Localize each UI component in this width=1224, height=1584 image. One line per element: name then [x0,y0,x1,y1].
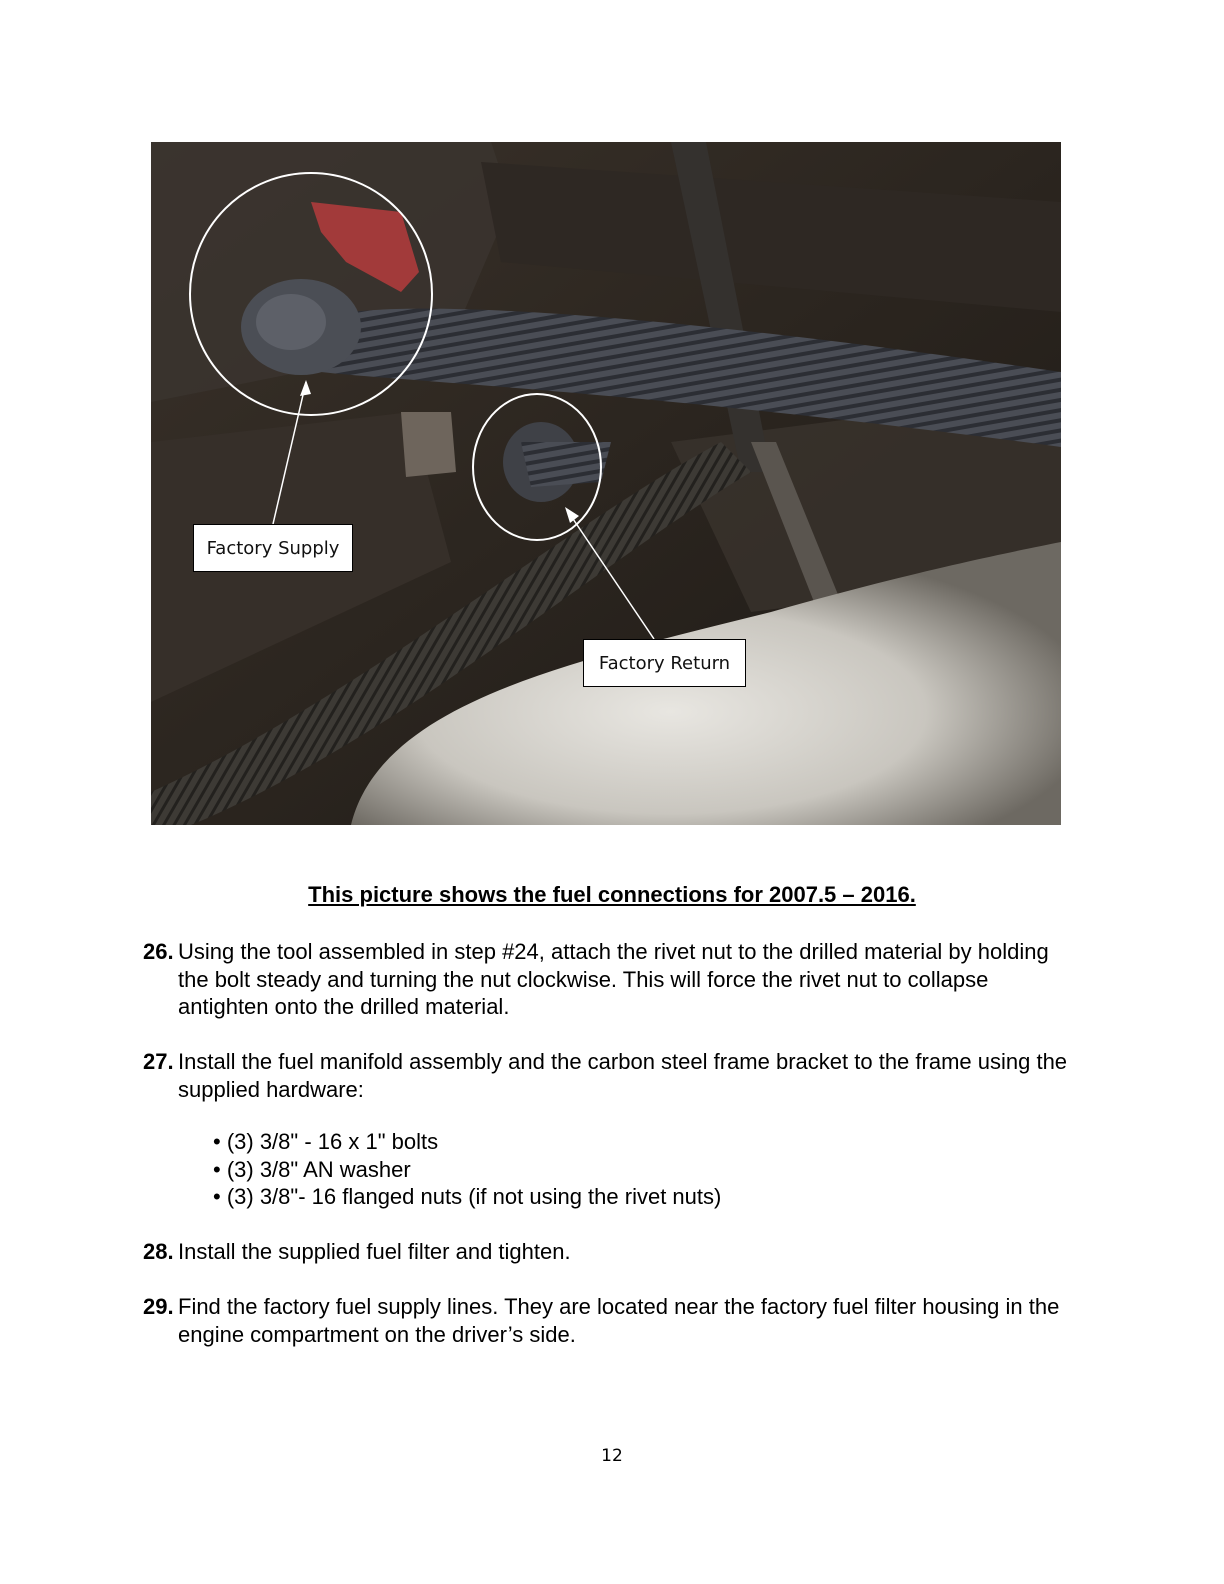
hardware-list [213,1128,721,1211]
step-number: 27. [143,1049,174,1074]
factory-return-label: Factory Return [583,639,746,687]
list-item: • (3) 3/8"- 16 flanged nuts (if not using the rivet nuts) [213,1184,722,1209]
step-number: 26. [143,939,174,964]
step-27 [143,1048,1083,1103]
photo-illustration [151,142,1061,825]
step-28 [143,1238,1083,1266]
list-item: • (3) 3/8" AN washer [213,1156,411,1182]
step-text: Install the supplied fuel filter and tighten. [178,1239,571,1264]
step-number: 29. [143,1294,174,1319]
page-number: 12 [601,1446,623,1466]
list-item: • (3) 3/8" - 16 x 1" bolts [213,1129,439,1154]
step-29 [143,1293,1083,1348]
step-26 [143,938,1083,1021]
fuel-connections-photo [151,142,1061,825]
step-number: 28. [143,1239,174,1264]
step-text: Install the fuel manifold assembly and the carbon steel frame bracket to the frame using the supplied hardware: [178,1049,1068,1102]
step-text: Find the factory fuel supply lines. They are located near the factory fuel filter housing in the engine compartment on the driver’s side. [178,1294,1060,1347]
figure-caption: This picture shows the fuel connections for 2007.5 – 2016. [308,882,916,907]
step-text: Using the tool assembled in step #24, attach the rivet nut to the drilled material by holding the bolt steady and turning the nut clockwise. This will force the rivet nut to collapse antighten onto the drilled material. [178,939,1049,1019]
factory-supply-label: Factory Supply [193,524,353,572]
